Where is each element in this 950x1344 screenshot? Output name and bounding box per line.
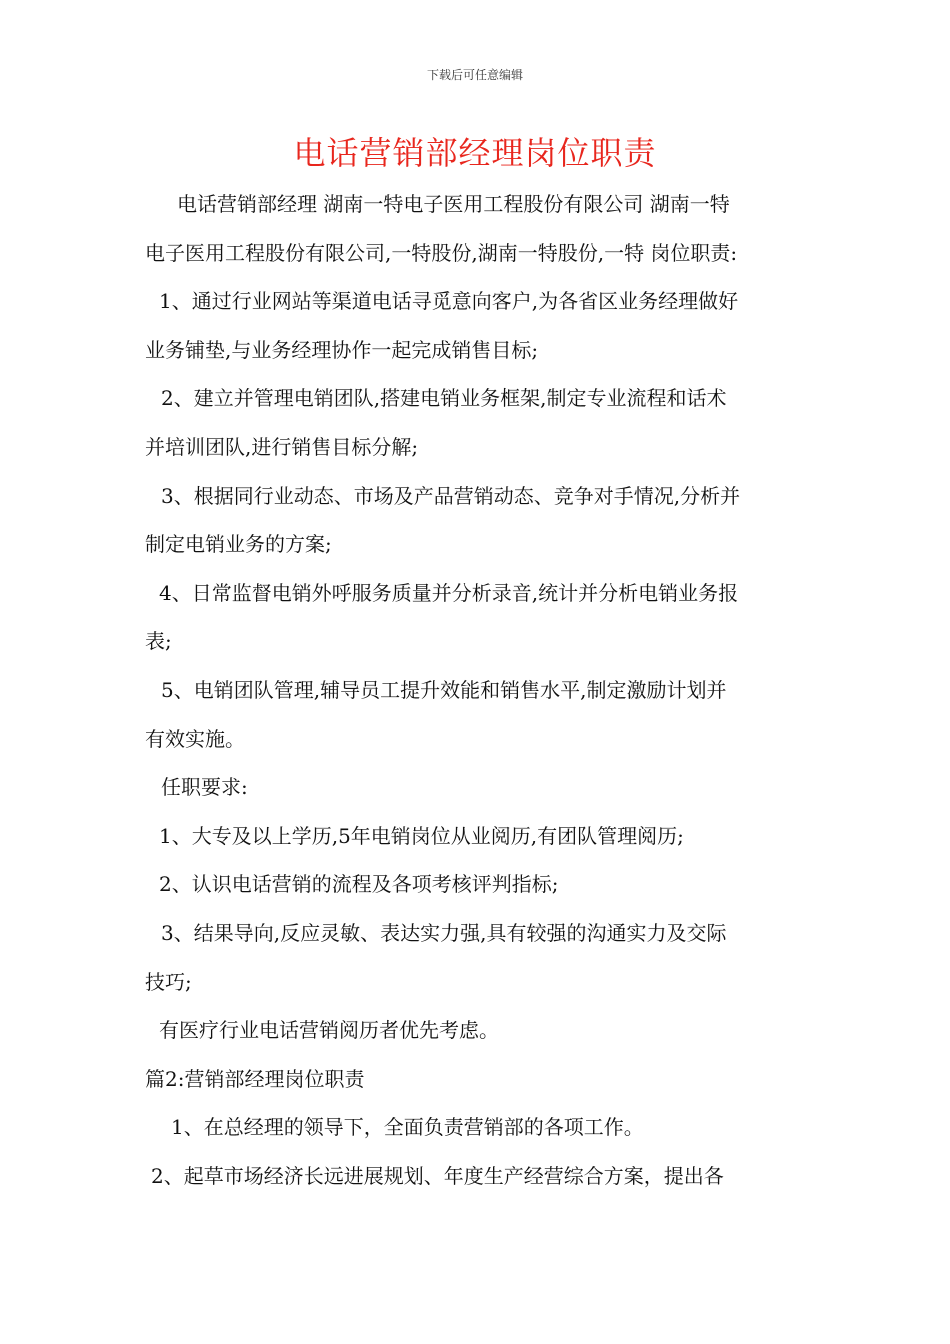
- text-line: 制定电销业务的方案;: [145, 532, 332, 557]
- header-note: 下载后可任意编辑: [426, 68, 523, 82]
- text-line: 电子医用工程股份有限公司,一特股份,湖南一特股份,一特 岗位职责:: [145, 240, 738, 265]
- text-line: 2、认识电话营销的流程及各项考核评判指标;: [159, 872, 559, 897]
- text-line: 任职要求:: [161, 775, 248, 800]
- text-line: 篇2:营销部经理岗位职责: [145, 1066, 365, 1091]
- text-line: 4、日常监督电销外呼服务质量并分析录音,统计并分析电销业务报: [159, 580, 739, 605]
- text-line: 5、电销团队管理,辅导员工提升效能和销售水平,制定激励计划并: [161, 677, 727, 702]
- text-line: 有效实施。: [145, 726, 245, 751]
- text-line: 2、起草市场经济长远进展规划、年度生产经营综合方案，提出各: [151, 1163, 724, 1188]
- text-line: 电话营销部经理 湖南一特电子医用工程股份有限公司 湖南一特: [177, 192, 730, 216]
- text-line: 3、根据同行业动态、市场及产品营销动态、竞争对手情况,分析并: [161, 483, 741, 508]
- text-line: 2、建立并管理电销团队,搭建电销业务框架,制定专业流程和话术: [161, 386, 727, 411]
- text-line: 业务铺垫,与业务经理协作一起完成销售目标;: [145, 337, 539, 362]
- text-line: 1、大专及以上学历,5年电销岗位从业阅历,有团队管理阅历;: [159, 823, 684, 848]
- text-line: 1、通过行业网站等渠道电话寻觅意向客户,为各省区业务经理做好: [159, 289, 739, 314]
- document-body: [145, 180, 810, 1200]
- document-title: 电话营销部经理岗位职责: [293, 134, 657, 172]
- text-line: 并培训团队,进行销售目标分解;: [145, 434, 419, 459]
- text-line: 3、结果导向,反应灵敏、表达实力强,具有较强的沟通实力及交际: [161, 920, 727, 945]
- text-line: 有医疗行业电话营销阅历者优先考虑。: [159, 1018, 499, 1043]
- text-line: 技巧;: [145, 969, 192, 994]
- text-line: 1、在总经理的领导下，全面负责营销部的各项工作。: [171, 1115, 644, 1140]
- text-line: 表;: [145, 629, 172, 654]
